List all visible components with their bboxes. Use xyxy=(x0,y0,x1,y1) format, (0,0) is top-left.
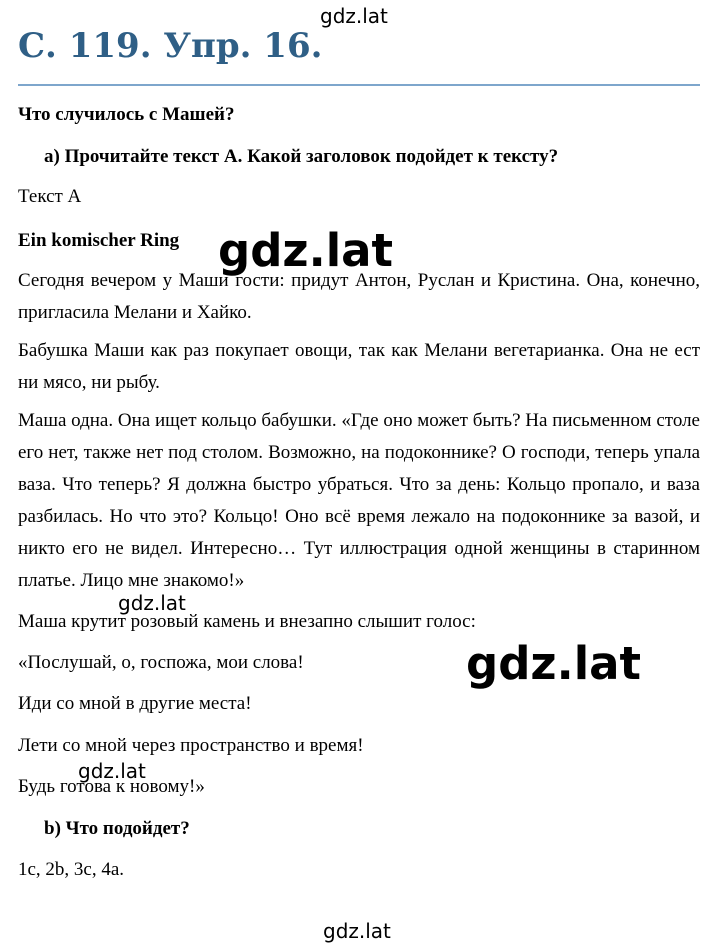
text-line-3: Иди со мной в другие места! xyxy=(18,693,252,714)
text-label: Текст А xyxy=(18,186,82,207)
answer-text: 1c, 2b, 3c, 4a. xyxy=(18,859,125,880)
page-title: С. 119. Упр. 16. xyxy=(18,26,323,66)
watermark-top: gdz.lat xyxy=(320,4,388,28)
watermark-small-1: gdz.lat xyxy=(118,591,186,615)
title-underline xyxy=(18,84,700,86)
paragraph-2: Бабушка Маши как раз покупает овощи, так как Мелани вегетарианка. Она не ест ни мясо, ни рыбу. xyxy=(18,340,700,393)
paragraph-3: Маша одна. Она ищет кольцо бабушки. «Где оно может быть? На письменном столе его нет, также нет под столом. Возможно, на подоконнике? О господи, теперь упала ваза. Что теперь? Я должна быстро убраться. Что за день: Кольцо пропало, и ваза разбилась. Но что это? Кольцо! Оно всё время лежало на подоконнике за вазой, и никто его не видел. Интересно… Тут иллюстрация одной женщины в старинном платье. Лицо мне знакомо!» xyxy=(18,410,700,591)
task-a: a) Прочитайте текст А. Какой заголовок подойдет к тексту? xyxy=(44,146,559,167)
task-b: b) Что подойдет? xyxy=(44,818,190,839)
text-line-1: Маша крутит розовый камень и внезапно слышит голос: xyxy=(18,611,476,632)
text-line-4: Лети со мной через пространство и время! xyxy=(18,735,364,756)
paragraph-1: Сегодня вечером у Маши гости: придут Антон, Руслан и Кристина. Она, конечно, пригласила Мелани и Хайко. xyxy=(18,270,700,323)
watermark-big-2: gdz.lat xyxy=(466,637,642,690)
watermark-bottom: gdz.lat xyxy=(323,919,391,943)
text-line-2: «Послушай, о, госпожа, мои слова! xyxy=(18,652,304,673)
watermark-big-1: gdz.lat xyxy=(218,224,394,277)
text-title: Ein komischer Ring xyxy=(18,230,180,251)
question-heading: Что случилось с Машей? xyxy=(18,104,235,125)
watermark-small-2: gdz.lat xyxy=(78,759,146,783)
text-line-5: Будь готова к новому!» xyxy=(18,776,205,797)
